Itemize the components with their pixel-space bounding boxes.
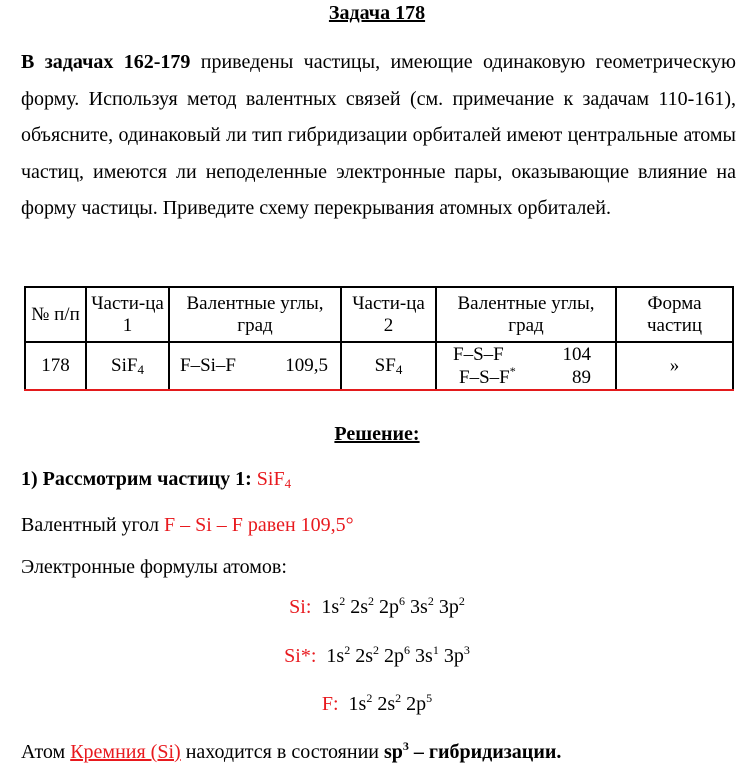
- header-form: Форма частиц: [616, 287, 733, 342]
- solution-heading: Решение:: [334, 423, 420, 445]
- task-text: приведены частицы, имеющие одинаковую геометрическую форму. Используя метод валентных связей (см. примечание к задачам 110-161), объясните, одинаковый ли тип гибридизации орбиталей имеют центральные атомы частиц, имеются ли неподеленные электронные пары, оказывающие влияние на форму частицы. Приведите схему перекрывания атомных орбиталей.: [21, 51, 736, 219]
- table-header-row: [25, 287, 733, 342]
- row-particle1: SiF$_4$: [86, 342, 169, 390]
- formula-si: Si: $1s^2$ $2s^2$ $2p^6$ $3s^2$ $3p^2$: [289, 594, 465, 618]
- hybridization-line: Атом Кремния (Si) находится в состоянии $sp^3$ – гибридизации.: [21, 739, 562, 763]
- row-angles2: F–S–F 104 F–S–F* 89: [436, 342, 616, 390]
- step1-particle: SiF$_4$: [256, 468, 292, 491]
- header-num: № п/п: [25, 287, 86, 342]
- task-title: Задача 178: [328, 2, 426, 24]
- row-num: 178: [25, 342, 86, 390]
- row-angle1: F–Si–F 109,5: [169, 342, 341, 390]
- row-form: »: [616, 342, 733, 390]
- step1-line: [21, 468, 291, 491]
- row-particle2: $SF_4$: [341, 342, 436, 390]
- header-particle2: Части-ца 2: [341, 287, 436, 342]
- formula-si-star: Si*: $1s^2$ $2s^2$ $2p^6$ $3s^1$ $3p^3$: [284, 643, 470, 667]
- task-statement: [21, 44, 736, 227]
- particles-table: [24, 286, 734, 391]
- angle-line: Валентный угол F – Si – F равен 109,5°: [21, 514, 354, 536]
- header-particle1: Части-ца 1: [86, 287, 169, 342]
- table-row: [25, 342, 733, 390]
- task-range: В задачах 162-179: [21, 51, 191, 73]
- formulas-heading: Электронные формулы атомов:: [21, 556, 287, 578]
- step1-label: 1) Рассмотрим частицу 1:: [21, 468, 252, 490]
- formula-f: F: $1s^2$ $2s^2$ $2p^5$: [321, 691, 433, 715]
- header-angles1: Валентные углы, град: [169, 287, 341, 342]
- header-angles2: Валентные углы, град: [436, 287, 616, 342]
